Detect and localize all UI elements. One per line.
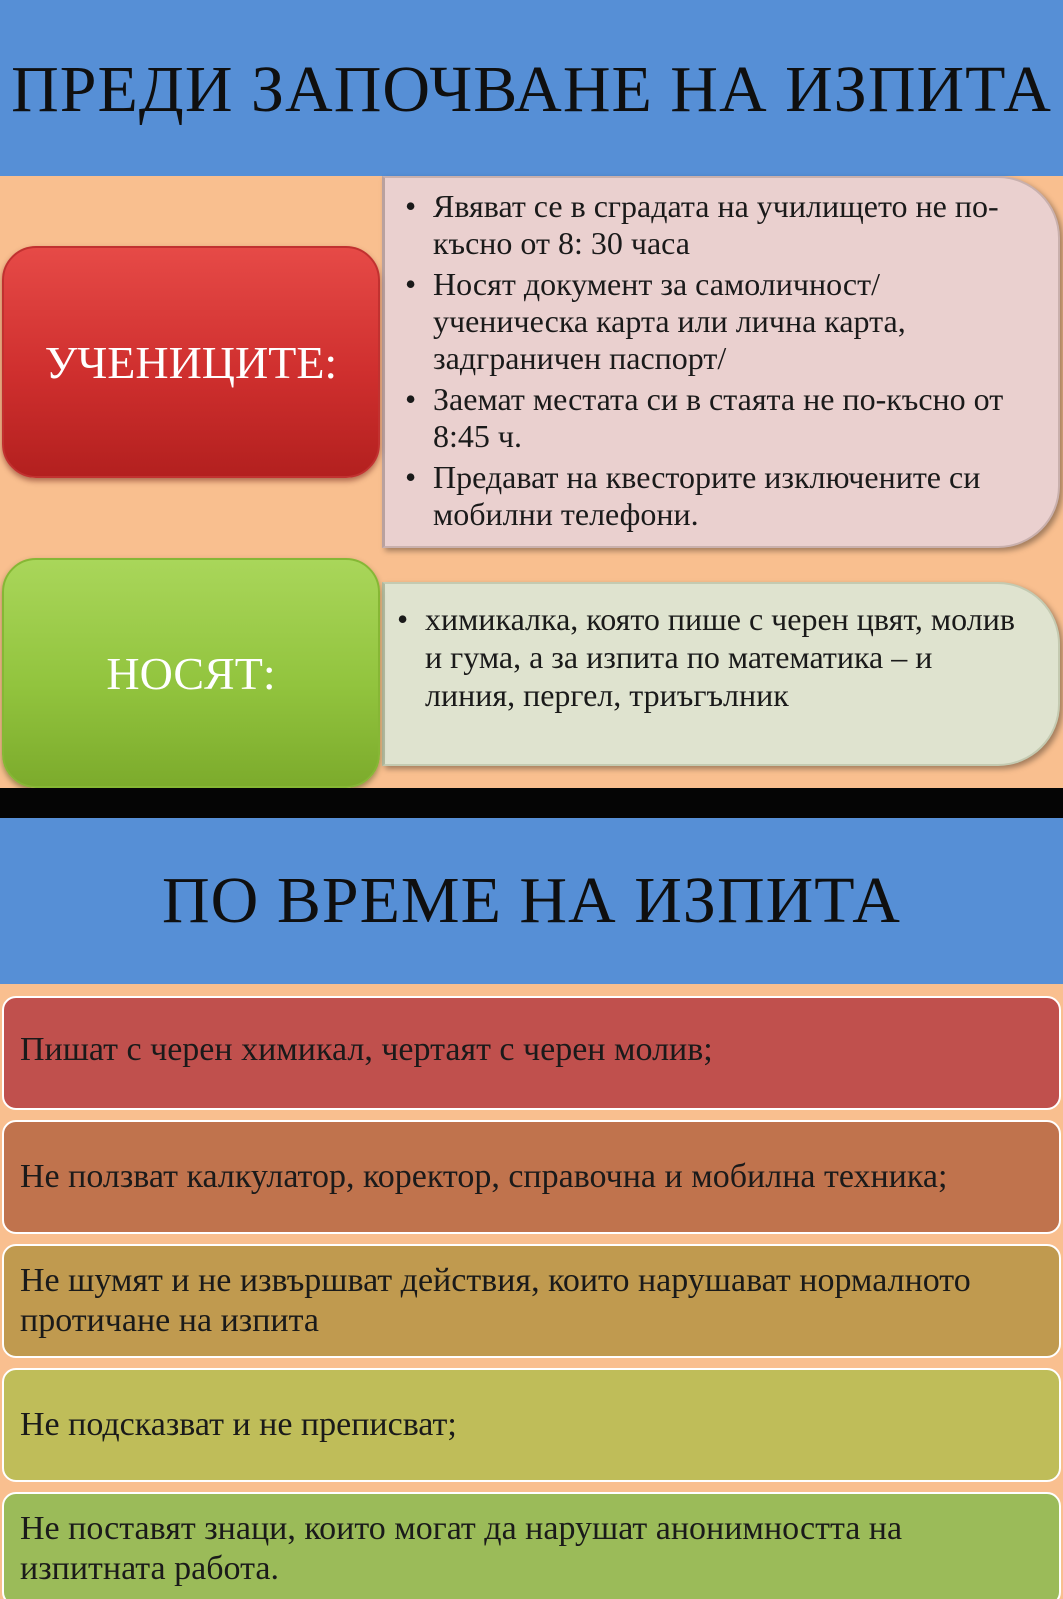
list-item: • Предават на квесторите изключените си мобилни телефони. <box>405 459 1028 533</box>
rule-row <box>2 1492 1061 1599</box>
bring-items-list <box>397 600 1028 714</box>
section-divider <box>0 788 1063 818</box>
rule-row <box>2 1244 1061 1358</box>
rule-row <box>2 1368 1061 1482</box>
list-item: • Заемат местата си в стаята не по-късно от 8:45 ч. <box>405 381 1028 455</box>
list-item: • химикалка, която пише с черен цвят, молив и гума, а за изпита по математика – и линия, пергел, триъгълник <box>397 600 1028 714</box>
bring-items-box <box>382 582 1060 766</box>
students-requirements-list <box>405 188 1028 533</box>
before-exam-banner <box>0 0 1063 176</box>
list-item: • Носят документ за самоличност/ ученическа карта или лична карта, задграничен паспорт/ <box>405 266 1028 377</box>
students-requirements-box <box>382 176 1060 548</box>
rule-row <box>2 1120 1061 1234</box>
rule-row <box>2 996 1061 1110</box>
during-exam-banner <box>0 818 1063 984</box>
before-exam-title: ПРЕДИ ЗАПОЧВАНЕ НА ИЗПИТА <box>11 53 1052 126</box>
rule-text: Пишат с черен химикал, чертаят с черен молив; <box>20 1031 713 1068</box>
bring-label: НОСЯТ: <box>2 558 380 788</box>
list-item: • Явяват се в сградата на училището не по-късно от 8: 30 часа <box>405 188 1028 262</box>
rule-text: Не шумят и не извършват действия, които нарушават нормалното протичане на изпита <box>20 1262 971 1339</box>
rule-text: Не поставят знаци, които могат да нарушат анонимността на изпитната работа. <box>20 1510 903 1587</box>
students-label: УЧЕНИЦИТЕ: <box>2 246 380 478</box>
rule-text: Не подсказват и не преписват; <box>20 1406 457 1443</box>
rule-text: Не ползват калкулатор, коректор, справочна и мобилна техника; <box>20 1158 948 1195</box>
during-exam-title: ПО ВРЕМЕ НА ИЗПИТА <box>162 864 901 937</box>
